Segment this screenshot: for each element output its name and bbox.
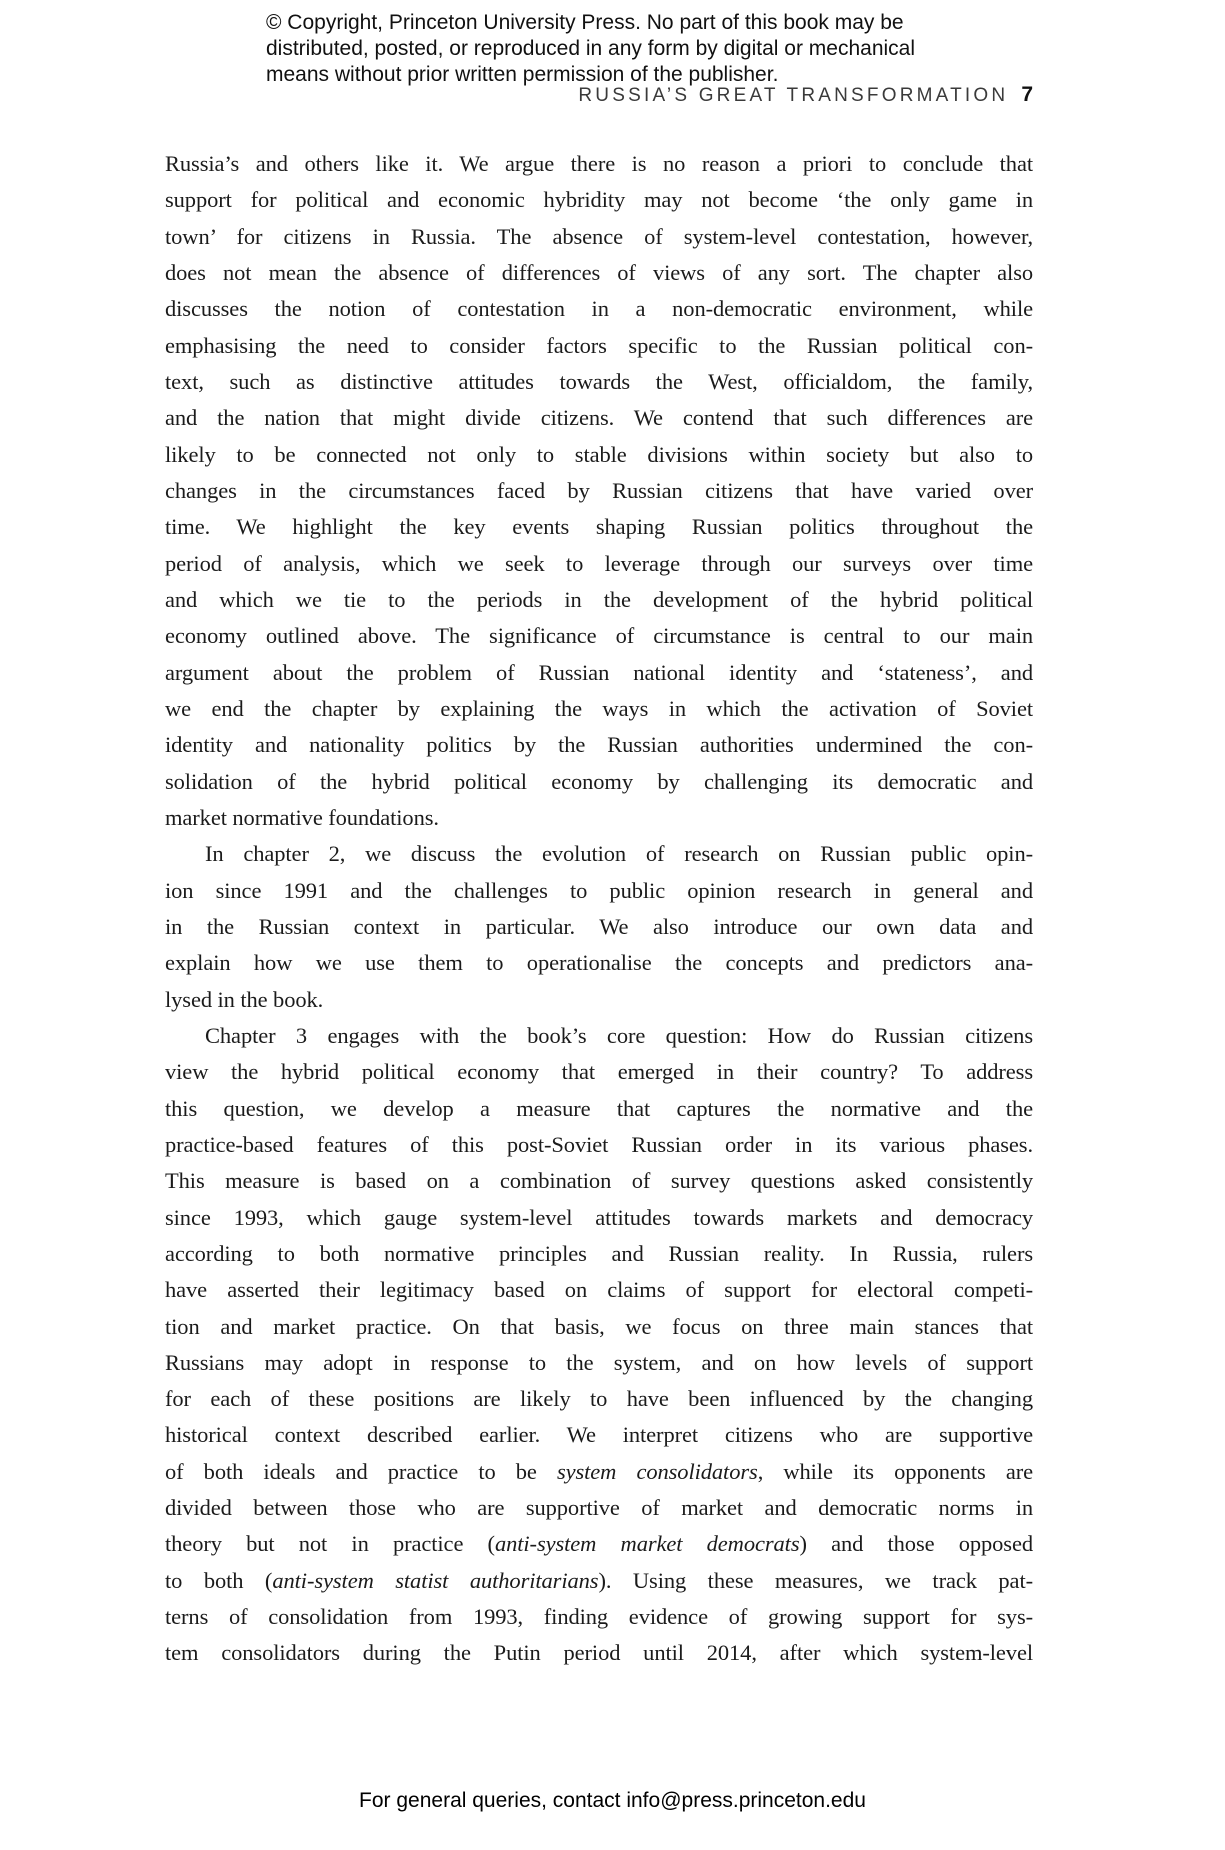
body-line: tion and market practice. On that basis, we focus on three main stances that (165, 1313, 1033, 1339)
body-line: economy outlined above. The significance of circumstance is central to our main (165, 623, 1033, 649)
body-line: likely to be connected not only to stable divisions within society but also to (165, 441, 1033, 467)
body-line: does not mean the absence of differences of views of any sort. The chapter also (165, 259, 1033, 285)
body-line: and the nation that might divide citizens. We contend that such differences are (165, 405, 1033, 431)
body-line: identity and nationality politics by the Russian authorities undermined the con- (165, 732, 1033, 758)
body-line: period of analysis, which we seek to leverage through our surveys over time (165, 550, 1033, 576)
body-line: since 1993, which gauge system-level attitudes towards markets and democracy (165, 1204, 1033, 1230)
copyright-line: © Copyright, Princeton University Press. No part of this book may be (266, 11, 904, 34)
body-line: Russians may adopt in response to the system, and on how levels of support (165, 1349, 1033, 1375)
running-head-title: RUSSIA’S GREAT TRANSFORMATION (578, 85, 1009, 106)
running-head (578, 83, 1033, 107)
body-text (165, 146, 1033, 1672)
body-line: text, such as distinctive attitudes towards the West, officialdom, the family, (165, 368, 1033, 394)
footer-contact-text: For general queries, contact info@press.princeton.edu (359, 1789, 866, 1812)
body-line: in the Russian context in particular. We also introduce our own data and (165, 913, 1033, 939)
body-line: explain how we use them to operationalise the concepts and predictors ana- (165, 950, 1033, 976)
body-line: market normative foundations. (165, 804, 439, 830)
body-line: changes in the circumstances faced by Russian citizens that have varied over (165, 477, 1033, 503)
body-line: to both (anti-system statist authoritarians). Using these measures, we track pat- (165, 1567, 1033, 1593)
copyright-line: means without prior written permission of the publisher. (266, 63, 779, 86)
body-line: lysed in the book. (165, 986, 324, 1012)
body-line: and which we tie to the periods in the development of the hybrid political (165, 586, 1033, 612)
body-line: emphasising the need to consider factors specific to the Russian political con- (165, 332, 1033, 358)
body-line: town’ for citizens in Russia. The absence of system-level contestation, however, (165, 223, 1033, 249)
body-line: for each of these positions are likely to have been influenced by the changing (165, 1386, 1033, 1412)
body-line: theory but not in practice (anti-system market democrats) and those opposed (165, 1531, 1033, 1557)
page-footer (0, 1789, 1225, 1813)
body-line: terns of consolidation from 1993, finding evidence of growing support for sys- (165, 1604, 1033, 1630)
body-line: of both ideals and practice to be system consolidators, while its opponents are (165, 1458, 1033, 1484)
body-line: discusses the notion of contestation in a non-democratic environment, while (165, 296, 1033, 322)
body-line: solidation of the hybrid political economy by challenging its democratic and (165, 768, 1033, 794)
body-line: have asserted their legitimacy based on claims of support for electoral competi- (165, 1277, 1033, 1303)
body-line: argument about the problem of Russian national identity and ‘stateness’, and (165, 659, 1033, 685)
body-line: time. We highlight the key events shaping Russian politics throughout the (165, 514, 1033, 540)
body-line: historical context described earlier. We interpret citizens who are supportive (165, 1422, 1033, 1448)
page-number: 7 (1021, 83, 1033, 106)
body-line: Chapter 3 engages with the book’s core question: How do Russian citizens (205, 1022, 1033, 1048)
body-line: tem consolidators during the Putin period until 2014, after which system-level (165, 1640, 1033, 1666)
copyright-line: distributed, posted, or reproduced in any form by digital or mechanical (266, 37, 916, 60)
body-line: we end the chapter by explaining the ways in which the activation of Soviet (165, 695, 1033, 721)
copyright-notice (266, 10, 915, 88)
body-line: divided between those who are supportive of market and democratic norms in (165, 1495, 1033, 1521)
body-line: In chapter 2, we discuss the evolution of research on Russian public opin- (205, 841, 1033, 867)
body-line: This measure is based on a combination of survey questions asked consistently (165, 1168, 1033, 1194)
body-line: according to both normative principles and Russian reality. In Russia, rulers (165, 1240, 1033, 1266)
body-line: Russia’s and others like it. We argue there is no reason a priori to conclude that (165, 151, 1033, 176)
body-line: practice-based features of this post-Soviet Russian order in its various phases. (165, 1131, 1033, 1157)
body-line: view the hybrid political economy that emerged in their country? To address (165, 1059, 1033, 1085)
body-line: support for political and economic hybridity may not become ‘the only game in (165, 187, 1033, 213)
body-line: this question, we develop a measure that captures the normative and the (165, 1095, 1033, 1121)
body-line: ion since 1991 and the challenges to public opinion research in general and (165, 877, 1033, 903)
